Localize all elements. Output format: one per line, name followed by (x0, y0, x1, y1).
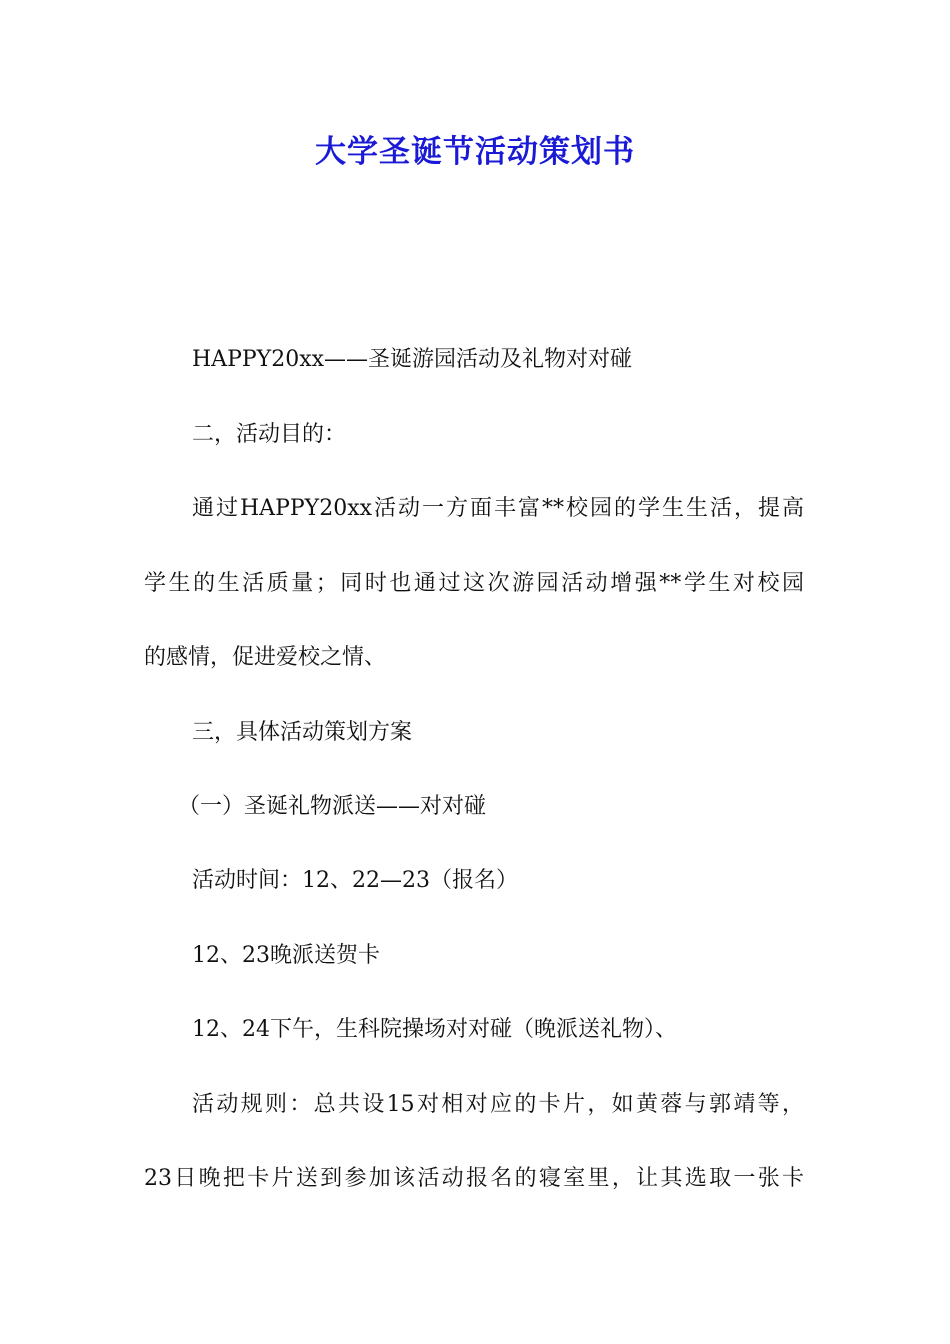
paragraph-line-1: HAPPY20xx——圣诞游园活动及礼物对对碰 (192, 347, 633, 372)
paragraph-line-5: 的感情，促进爱校之情、 (144, 645, 387, 670)
paragraph-line-11: 活动规则：总共设15对相对应的卡片，如黄蓉与郭靖等， (192, 1092, 804, 1117)
paragraph-line-8: 活动时间：12、22—23（报名） (192, 868, 518, 893)
paragraph-line-10: 12、24下午，生科院操场对对碰（晚派送礼物）、 (192, 1017, 677, 1042)
paragraph-line-6: 三，具体活动策划方案 (192, 720, 413, 745)
paragraph-line-2: 二，活动目的： (192, 422, 347, 447)
paragraph-line-4: 学生的生活质量；同时也通过这次游园活动增强**学生对校园 (144, 571, 804, 596)
paragraph-line-3: 通过HAPPY20xx活动一方面丰富**校园的学生生活，提高 (192, 496, 804, 521)
paragraph-line-9: 12、23晚派送贺卡 (192, 943, 380, 968)
paragraph-line-7: （一）圣诞礼物派送——对对碰 (178, 794, 487, 819)
document-title: 大学圣诞节活动策划书 (315, 134, 635, 170)
paragraph-line-12: 23日晚把卡片送到参加该活动报名的寝室里，让其选取一张卡 (144, 1166, 804, 1191)
